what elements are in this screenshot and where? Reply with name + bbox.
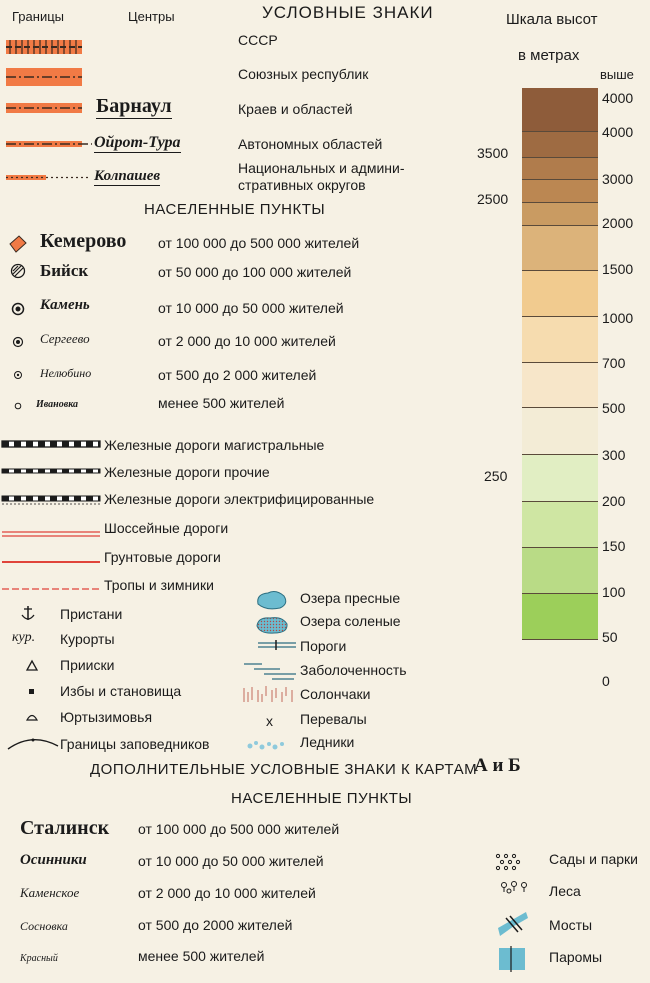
rapids-icon [258, 640, 298, 650]
elevation-left-label: 2500 [477, 191, 509, 207]
district-center-example: Колпашев [94, 168, 161, 184]
village-500-icon [13, 370, 23, 380]
misc-glacier-label: Ледники [300, 734, 355, 750]
add-gardens-label: Сады и парки [549, 851, 638, 867]
misc-swamp-label: Заболоченность [300, 662, 407, 678]
salt-marsh-icon [240, 684, 298, 704]
bridge-icon [496, 910, 530, 940]
mine-icon [26, 660, 38, 672]
add-forest-label: Леса [549, 883, 581, 899]
add-settlement-3-name: Каменское [20, 885, 80, 900]
settlement-5-name: Нелюбино [40, 366, 92, 380]
freshwater-lake-icon [254, 588, 290, 612]
settlement-6-range: менее 500 жителей [158, 395, 285, 411]
add-settlement-4-range: от 500 до 2000 жителей [138, 917, 293, 933]
region-center-example: Барнаул [96, 95, 172, 117]
settlements-heading: НАСЕЛЕННЫЕ ПУНКТЫ [144, 201, 326, 218]
settlement-3-range: от 10 000 до 50 000 жителей [158, 300, 344, 316]
settlement-3-name: Камень [40, 297, 90, 313]
boundary-district-label-2: стративных округов [238, 177, 366, 193]
elevation-left-label: 3500 [477, 145, 509, 161]
road-main-railway-label: Железные дороги магистральные [104, 437, 325, 453]
boundary-ussr-label: СССР [238, 32, 278, 48]
ussr-border-symbol [6, 38, 86, 58]
elevation-band [522, 502, 598, 548]
elevation-band [522, 408, 598, 455]
misc-pass-label: Перевалы [300, 711, 367, 727]
misc-salt-lake-label: Озера соленые [300, 613, 401, 629]
boundary-region-label: Краев и областей [238, 101, 353, 117]
elevation-right-label: 150 [602, 538, 626, 554]
elevation-right-label: 200 [602, 493, 626, 509]
settlement-4-name: Сергеево [40, 331, 90, 346]
add-settlement-5-range: менее 500 жителей [138, 948, 265, 964]
settlement-2-name: Бийск [40, 261, 89, 280]
elevation-band [522, 158, 598, 180]
autonomous-border-symbol [6, 138, 96, 150]
ferry-icon [497, 944, 529, 974]
other-railway-symbol [2, 467, 102, 477]
elevation-above-label: выше [600, 67, 634, 82]
additional-heading: НАСЕЛЕННЫЕ ПУНКТЫ [231, 790, 413, 807]
elevation-band [522, 317, 598, 363]
add-settlement-4-name: Сосновка [20, 919, 68, 933]
hut-icon [28, 688, 36, 696]
settlement-5-range: от 500 до 2 000 жителей [158, 367, 317, 383]
pass-icon: x [266, 713, 273, 729]
elevation-right-label: 100 [602, 584, 626, 600]
resort-symbol-text: кур. [12, 630, 36, 645]
region-border-symbol [6, 100, 86, 116]
settlement-6-name: Ивановка [36, 399, 79, 410]
highway-symbol [2, 529, 102, 539]
town-2k-icon [12, 336, 24, 348]
legend-title: УСЛОВНЫЕ ЗНАКИ [262, 3, 434, 22]
elevation-right-label: 300 [602, 447, 626, 463]
elevation-band [522, 88, 598, 132]
settlement-1-range: от 100 000 до 500 000 жителей [158, 235, 360, 251]
elevation-title-2: в метрах [518, 47, 580, 64]
add-ferry-label: Паромы [549, 949, 603, 965]
city-100k-icon [8, 234, 28, 254]
additional-title-letters: А и Б [474, 755, 521, 776]
centers-column-label: Центры [128, 9, 175, 24]
settlement-4-range: от 2 000 до 10 000 жителей [158, 333, 336, 349]
misc-reserve-label: Границы заповедников [60, 736, 210, 752]
elevation-right-label: 1000 [602, 310, 634, 326]
elevation-right-label: 2000 [602, 215, 634, 231]
autonomous-center-example: Ойрот-Тура [94, 134, 181, 151]
trail-symbol [2, 585, 102, 593]
settlement-1-name: Кемерово [40, 230, 127, 252]
misc-resort-label: Курорты [60, 631, 115, 647]
salt-lake-icon [254, 614, 290, 636]
road-trail-label: Тропы и зимники [104, 577, 214, 593]
electric-railway-symbol [2, 494, 102, 506]
elevation-band [522, 363, 598, 408]
borders-column-label: Границы [12, 9, 64, 24]
republic-border-symbol [6, 66, 86, 90]
misc-fresh-lake-label: Озера пресные [300, 590, 401, 606]
elevation-right-label: 500 [602, 400, 626, 416]
gardens-icon [494, 852, 524, 872]
road-dirt-label: Грунтовые дороги [104, 549, 221, 565]
boundary-republic-label: Союзных республик [238, 66, 369, 82]
elevation-right-label: 3000 [602, 171, 634, 187]
elevation-band [522, 548, 598, 594]
road-highway-label: Шоссейные дороги [104, 520, 229, 536]
yurt-icon [26, 711, 38, 721]
forest-icon [500, 880, 534, 896]
road-electric-railway-label: Железные дороги электрифицированные [104, 491, 375, 507]
elevation-band [522, 455, 598, 502]
add-settlement-1-range: от 100 000 до 500 000 жителей [138, 821, 340, 837]
add-settlement-1-name: Сталинск [20, 817, 110, 839]
elevation-right-label: 4000 [602, 124, 634, 140]
misc-hut-label: Избы и становища [60, 683, 182, 699]
additional-title: ДОПОЛНИТЕЛЬНЫЕ УСЛОВНЫЕ ЗНАКИ К КАРТАМ [90, 761, 478, 778]
elevation-right-label: 0 [602, 673, 610, 689]
city-10k-icon [11, 302, 25, 316]
add-settlement-2-range: от 10 000 до 50 000 жителей [138, 853, 324, 869]
anchor-icon [20, 604, 36, 624]
elevation-band [522, 271, 598, 317]
add-settlement-5-name: Красный [20, 953, 58, 964]
misc-salt-marsh-label: Солончаки [300, 686, 371, 702]
glacier-icon [244, 738, 290, 752]
elevation-title-1: Шкала высот [506, 11, 598, 28]
city-50k-icon [10, 263, 26, 279]
misc-mine-label: Прииски [60, 657, 115, 673]
dirt-road-symbol [2, 558, 102, 566]
swamp-icon [240, 660, 300, 682]
boundary-autonomous-label: Автономных областей [238, 136, 383, 152]
elevation-right-label: 700 [602, 355, 626, 371]
elevation-band [522, 594, 598, 640]
road-other-railway-label: Железные дороги прочие [104, 464, 270, 480]
elevation-right-label: 1500 [602, 261, 634, 277]
misc-rapids-label: Пороги [300, 638, 347, 654]
add-settlement-2-name: Осинники [20, 852, 87, 868]
add-settlement-3-range: от 2 000 до 10 000 жителей [138, 885, 316, 901]
main-railway-symbol [2, 439, 102, 451]
elevation-right-label: 4000 [602, 90, 634, 106]
add-bridge-label: Мосты [549, 917, 593, 933]
hamlet-icon [14, 402, 22, 410]
misc-pier-label: Пристани [60, 606, 123, 622]
elevation-right-label: 50 [602, 629, 618, 645]
settlement-2-range: от 50 000 до 100 000 жителей [158, 264, 352, 280]
boundary-district-label-1: Национальных и админи- [238, 160, 405, 176]
elevation-band [522, 180, 598, 203]
district-border-symbol [6, 173, 90, 183]
elevation-band [522, 203, 598, 226]
elevation-band [522, 132, 598, 158]
reserve-border-symbol [6, 734, 60, 752]
misc-yurt-label: Юртызимовья [60, 709, 153, 725]
elevation-band [522, 226, 598, 271]
elevation-left-label: 250 [484, 468, 508, 484]
